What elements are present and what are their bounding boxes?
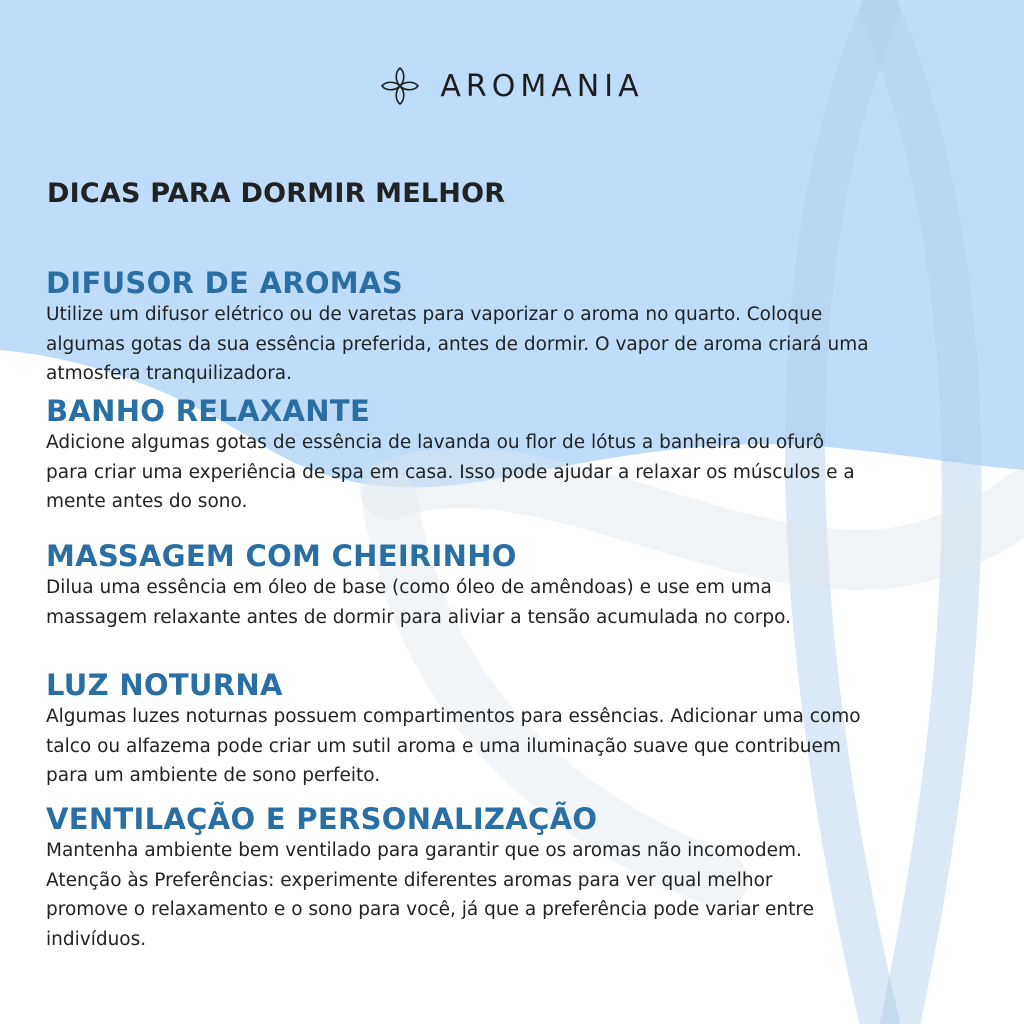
tip-heading: BANHO RELAXANTE <box>46 394 371 428</box>
flower-logo-icon <box>380 66 420 106</box>
tip-body-line: talco ou alfazema pode criar um sutil aroma e uma iluminação suave que contribuem <box>46 735 841 757</box>
tip-luz <box>46 668 996 791</box>
tip-heading: DIFUSOR DE AROMAS <box>46 266 403 300</box>
tip-body-line: Adicione algumas gotas de essência de lavanda ou flor de lótus a banheira ou ofurô <box>46 432 825 453</box>
tip-ventilacao <box>46 802 996 954</box>
tip-body-line: Dilua uma essência em óleo de base (como óleo de amêndoas) e use em uma <box>46 577 772 598</box>
tip-banho <box>46 394 996 517</box>
tip-heading: VENTILAÇÃO E PERSONALIZAÇÃO <box>46 802 598 836</box>
tip-difusor <box>46 266 996 389</box>
tip-body-line: indivíduos. <box>46 928 147 950</box>
tip-body-line: massagem relaxante antes de dormir para aliviar a tensão acumulada no corpo. <box>46 606 792 628</box>
tip-heading: MASSAGEM COM CHEIRINHO <box>46 539 517 573</box>
tip-heading: LUZ NOTURNA <box>46 668 283 702</box>
tip-body-line: Utilize um difusor elétrico ou de varetas para vaporizar o aroma no quarto. Coloque <box>46 304 823 325</box>
tip-body-line: Algumas luzes noturnas possuem compartimentos para essências. Adicionar uma como <box>46 706 861 727</box>
brand-name: AROMANIA <box>440 68 644 104</box>
tip-body-line: mente antes do sono. <box>46 491 248 512</box>
tip-body-line: para criar uma experiência de spa em casa. Isso pode ajudar a relaxar os músculos e a <box>46 461 855 483</box>
tip-body-line: atmosfera tranquilizadora. <box>46 363 293 384</box>
page-title: DICAS PARA DORMIR MELHOR <box>47 178 506 209</box>
brand-logo <box>0 66 1024 106</box>
tip-body-line: algumas gotas da sua essência preferida, antes de dormir. O vapor de aroma criará uma <box>46 333 869 355</box>
tip-body-line: Atenção às Preferências: experimente diferentes aromas para ver qual melhor <box>46 869 773 891</box>
tip-body-line: para um ambiente de sono perfeito. <box>46 765 381 786</box>
tip-body-line: promove o relaxamento e o sono para você, já que a preferência pode variar entre <box>46 899 814 920</box>
tip-massagem <box>46 539 996 632</box>
tip-body-line: Mantenha ambiente bem ventilado para garantir que os aromas não incomodem. <box>46 840 802 861</box>
